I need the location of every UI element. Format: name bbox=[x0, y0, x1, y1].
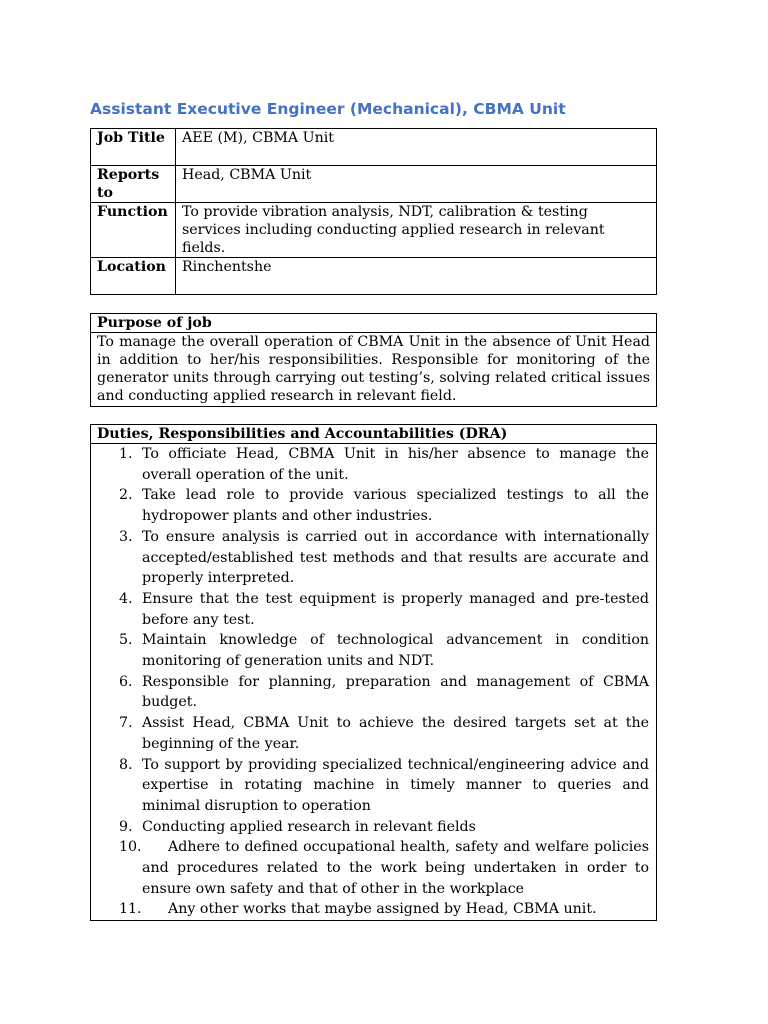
info-row-function bbox=[91, 203, 657, 258]
list-item-text: Responsible for planning, preparation and management of CBMA budget. bbox=[142, 673, 649, 711]
info-row-reports-to bbox=[91, 166, 657, 203]
list-item-number: 2. bbox=[119, 487, 133, 504]
job-info-table bbox=[90, 128, 657, 295]
list-item-number: 11. bbox=[119, 901, 142, 918]
list-item bbox=[97, 817, 649, 838]
dra-table bbox=[90, 424, 657, 921]
list-item-number: 1. bbox=[119, 446, 133, 462]
info-row-location bbox=[91, 258, 657, 295]
info-label: Function bbox=[91, 203, 176, 258]
list-item bbox=[97, 899, 649, 920]
dra-list bbox=[97, 444, 650, 920]
dra-list-cell bbox=[91, 444, 657, 921]
list-item-text: Maintain knowledge of technological advancement in condition monitoring of generation units and NDT. bbox=[142, 632, 649, 670]
list-item-number: 5. bbox=[119, 632, 133, 649]
purpose-text: To manage the overall operation of CBMA Unit in the absence of Unit Head in addition to her/his responsibilities. Responsible for monitoring of the generator units through carrying out testing’s, solving related critical issues and conducting applied research in relevant field. bbox=[91, 333, 657, 407]
list-item-text: To officiate Head, CBMA Unit in his/her absence to manage the overall operation of the unit. bbox=[142, 446, 649, 483]
purpose-heading: Purpose of job bbox=[91, 314, 657, 333]
info-label: Job Title bbox=[91, 129, 176, 166]
list-item bbox=[97, 589, 649, 630]
list-item bbox=[97, 444, 649, 485]
list-item bbox=[97, 485, 649, 526]
list-item-number: 6. bbox=[119, 673, 133, 690]
list-item-text: To support by providing specialized technical/engineering advice and expertise in rotating machine in timely manner to queries and minimal disruption to operation bbox=[142, 756, 649, 814]
list-item-number: 8. bbox=[119, 756, 133, 773]
list-item-number: 9. bbox=[119, 818, 133, 835]
list-item-number: 4. bbox=[119, 590, 133, 607]
list-item bbox=[97, 672, 649, 713]
list-item bbox=[97, 713, 649, 754]
document-title: Assistant Executive Engineer (Mechanical), CBMA Unit bbox=[90, 100, 566, 118]
list-item-text: Assist Head, CBMA Unit to achieve the desired targets set at the beginning of the year. bbox=[142, 715, 649, 752]
info-value: To provide vibration analysis, NDT, calibration & testing services including conducting applied research in relevant fields. bbox=[176, 203, 657, 258]
list-item bbox=[97, 527, 649, 589]
info-value: Head, CBMA Unit bbox=[176, 166, 657, 203]
info-value: Rinchentshe bbox=[176, 258, 657, 295]
info-row-job-title bbox=[91, 129, 657, 166]
list-item-text: Any other works that maybe assigned by Head, CBMA unit. bbox=[168, 901, 597, 918]
list-item-text: Adhere to defined occupational health, safety and welfare policies and procedures related to the work being undertaken in order to ensure own safety and that of other in the workplace bbox=[142, 839, 649, 897]
list-item-number: 10. bbox=[119, 839, 142, 856]
info-label: Reports to bbox=[91, 166, 176, 203]
list-item-number: 7. bbox=[119, 715, 133, 732]
purpose-table bbox=[90, 313, 657, 407]
list-item bbox=[97, 630, 649, 671]
list-item bbox=[97, 837, 649, 899]
list-item-text: To ensure analysis is carried out in accordance with internationally accepted/established test methods and that results are accurate and properly interpreted. bbox=[142, 528, 649, 587]
info-label: Location bbox=[91, 258, 176, 295]
list-item bbox=[97, 755, 649, 817]
list-item-text: Ensure that the test equipment is properly managed and pre-tested before any test. bbox=[142, 590, 649, 628]
info-value: AEE (M), CBMA Unit bbox=[176, 129, 657, 166]
dra-heading: Duties, Responsibilities and Accountabilities (DRA) bbox=[91, 425, 657, 444]
list-item-text: Conducting applied research in relevant fields bbox=[142, 818, 476, 835]
list-item-text: Take lead role to provide various specialized testings to all the hydropower plants and other industries. bbox=[142, 487, 649, 525]
list-item-number: 3. bbox=[119, 528, 133, 545]
